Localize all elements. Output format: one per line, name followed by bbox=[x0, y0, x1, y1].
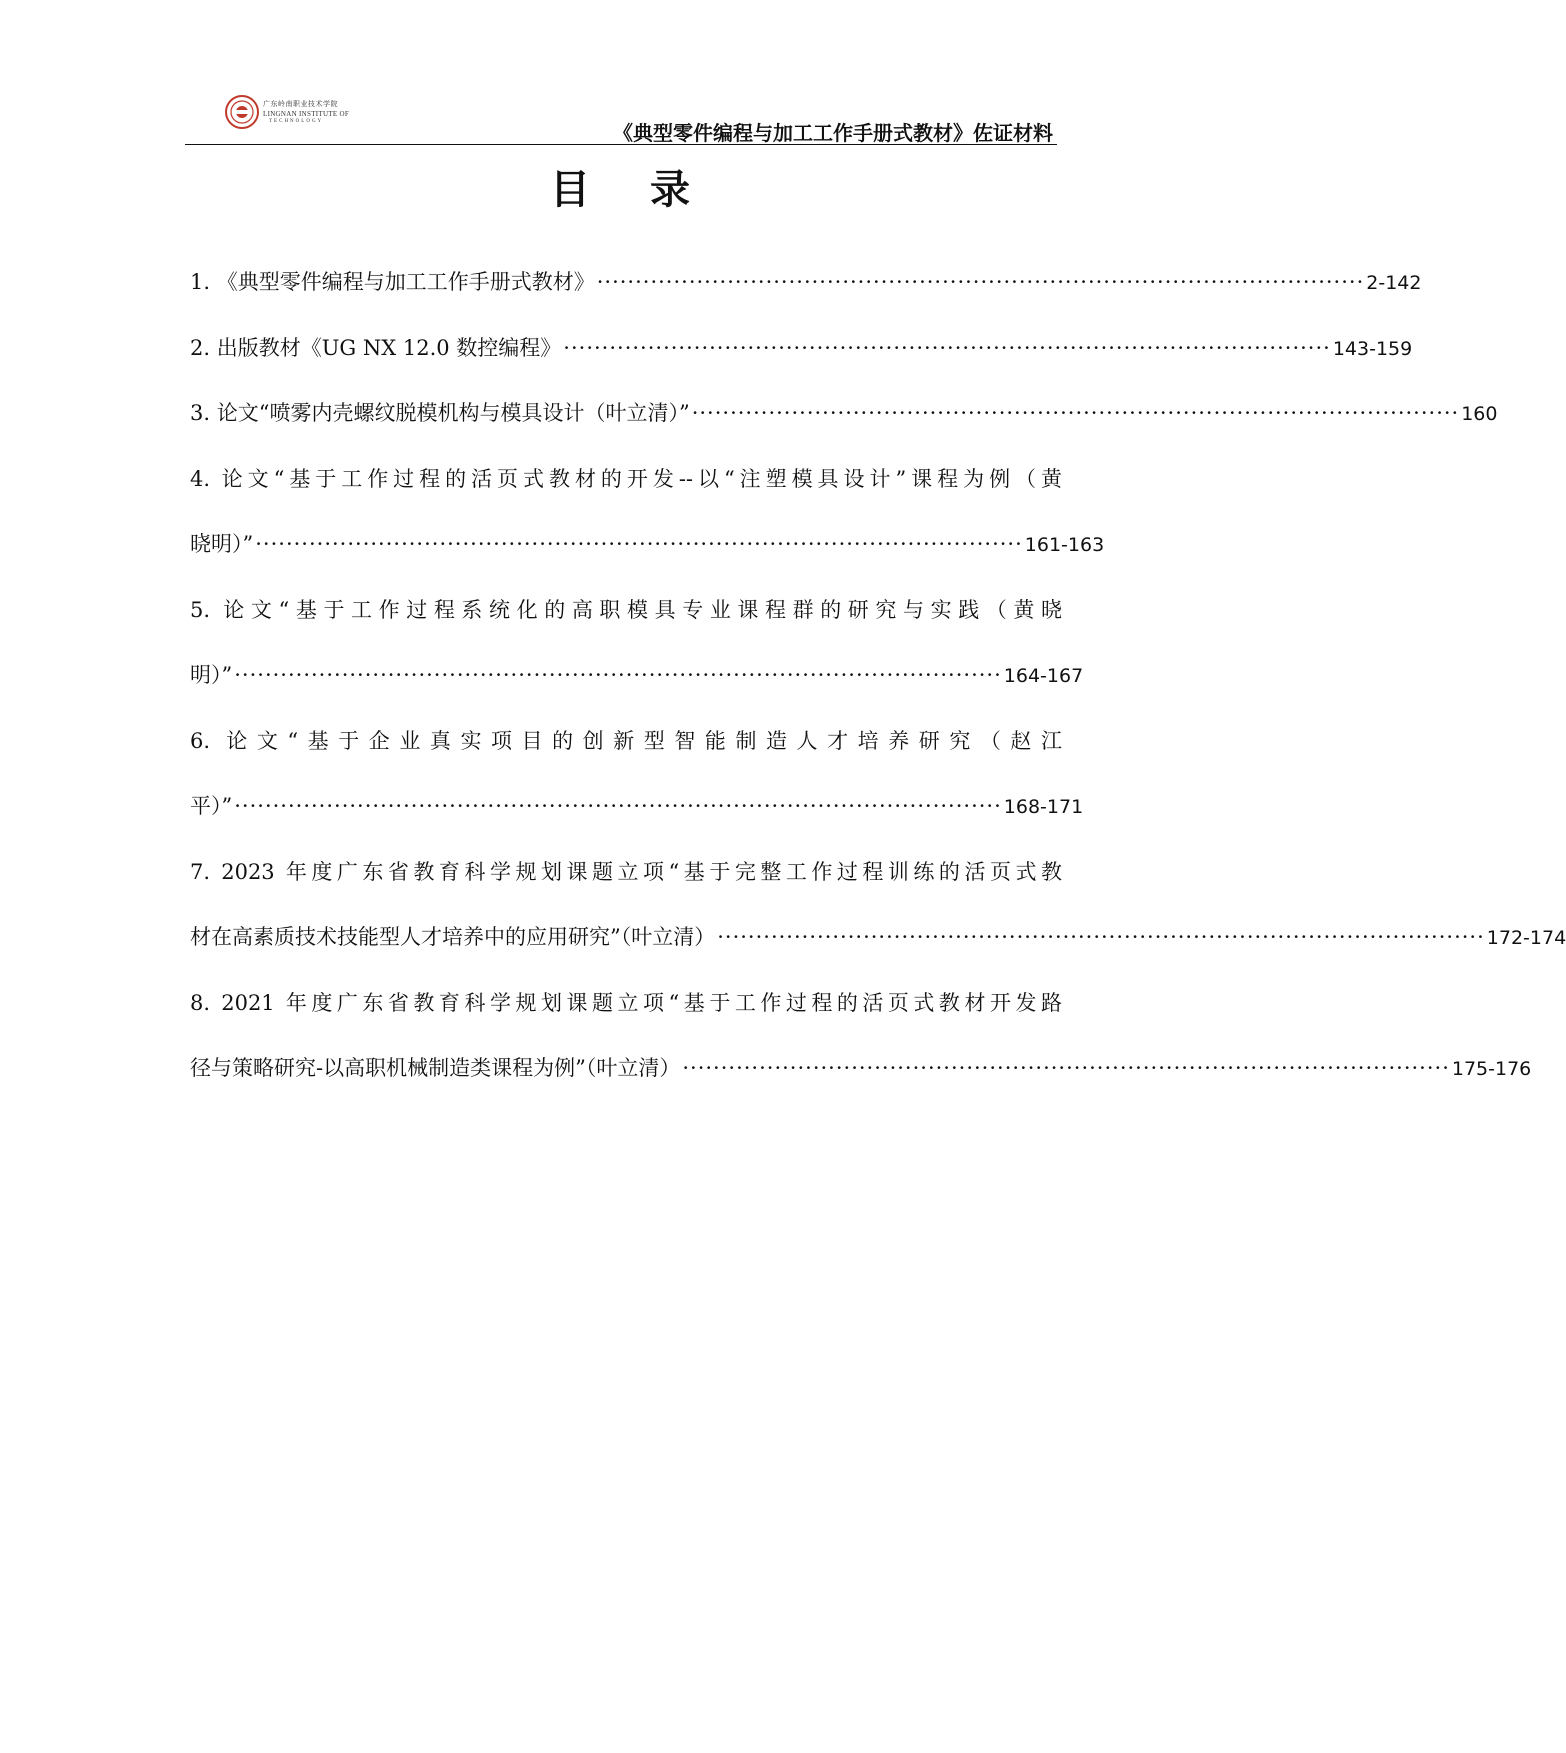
toc-entry-2[interactable] bbox=[190, 328, 1413, 394]
toc-entry-3[interactable] bbox=[190, 393, 1498, 459]
toc-entry-8-line1[interactable] bbox=[190, 983, 1062, 1049]
toc-entry-text-cont: 晓明）” bbox=[190, 532, 254, 556]
institute-seal-icon bbox=[225, 95, 259, 129]
toc-page-range: 175-176 bbox=[1451, 1058, 1532, 1080]
toc-entry-5-line1[interactable] bbox=[190, 590, 1062, 656]
toc-page-range: 2-142 bbox=[1366, 272, 1422, 294]
toc-entry-text: 8. 2021 年度广东省教育科学规划课题立项“基于工作过程的活页式教材开发路 bbox=[190, 990, 1062, 1015]
toc-entry-7-line2[interactable] bbox=[190, 917, 1566, 983]
toc-leader-dots: ···································································································· bbox=[563, 335, 1331, 360]
toc-page-range: 161-163 bbox=[1024, 534, 1105, 556]
toc-page-range: 160 bbox=[1461, 403, 1498, 425]
toc-leader-dots: ···································································································· bbox=[717, 925, 1485, 949]
table-of-contents bbox=[190, 262, 1566, 1114]
toc-page-range: 143-159 bbox=[1332, 337, 1413, 360]
toc-entry-text-cont: 明）” bbox=[190, 663, 233, 687]
toc-leader-dots: ···································································································· bbox=[234, 663, 1002, 687]
logo-wordmark bbox=[263, 99, 349, 124]
institute-logo bbox=[225, 95, 385, 135]
toc-entry-text-cont: 平）” bbox=[190, 794, 233, 818]
toc-entry-text: 5. 论文“基于工作过程系统化的高职模具专业课程群的研究与实践（黄晓 bbox=[190, 597, 1062, 622]
logo-english-name-2: TECHNOLOGY bbox=[269, 119, 324, 124]
toc-entry-7-line1[interactable] bbox=[190, 852, 1062, 918]
toc-entry-4-line2[interactable] bbox=[190, 524, 1105, 590]
logo-english-name: LINGNAN INSTITUTE OF bbox=[263, 110, 350, 118]
toc-leader-dots: ···································································································· bbox=[596, 270, 1365, 294]
toc-entry-text: 6. 论文“基于企业真实项目的创新型智能制造人才培养研究（赵江 bbox=[190, 728, 1062, 753]
toc-entry-4-line1[interactable] bbox=[190, 459, 1062, 525]
page-header bbox=[185, 95, 1057, 145]
header-title: 《典型零件编程与加工工作手册式教材》佐证材料 bbox=[613, 121, 1053, 145]
toc-entry-text-cont: 径与策略研究-以高职机械制造类课程为例”（叶立清） bbox=[190, 1056, 681, 1080]
toc-entry-8-line2[interactable] bbox=[190, 1048, 1532, 1114]
toc-entry-text: 2. 出版教材《UG NX 12.0 数控编程》 bbox=[190, 335, 562, 360]
toc-page-range: 172-174 bbox=[1486, 927, 1566, 949]
header-divider bbox=[185, 144, 1057, 145]
toc-leader-dots: ···································································································· bbox=[234, 794, 1002, 818]
toc-entry-text-cont: 材在高素质技术技能型人才培养中的应用研究”（叶立清） bbox=[190, 925, 716, 949]
toc-entry-text: 4. 论文“基于工作过程的活页式教材的开发--以“注塑模具设计”课程为例（黄 bbox=[190, 466, 1062, 491]
toc-entry-5-line2[interactable] bbox=[190, 655, 1084, 721]
toc-page-range: 164-167 bbox=[1003, 665, 1084, 687]
toc-entry-text: 1. 《典型零件编程与加工工作手册式教材》 bbox=[190, 270, 595, 294]
toc-leader-dots: ···································································································· bbox=[682, 1056, 1450, 1080]
logo-chinese-name: 广东岭南职业技术学院 bbox=[263, 100, 338, 108]
toc-leader-dots: ···································································································· bbox=[691, 401, 1460, 425]
toc-entry-text: 7. 2023 年度广东省教育科学规划课题立项“基于完整工作过程训练的活页式教 bbox=[190, 859, 1062, 884]
page-title: 目录 bbox=[550, 167, 750, 213]
toc-entry-6-line2[interactable] bbox=[190, 786, 1084, 852]
toc-page-range: 168-171 bbox=[1003, 796, 1084, 818]
toc-entry-text: 3. 论文“喷雾内壳螺纹脱模机构与模具设计（叶立清）” bbox=[190, 401, 690, 425]
toc-entry-1[interactable] bbox=[190, 262, 1422, 328]
toc-entry-6-line1[interactable] bbox=[190, 721, 1062, 787]
toc-leader-dots: ···································································································· bbox=[255, 532, 1023, 556]
